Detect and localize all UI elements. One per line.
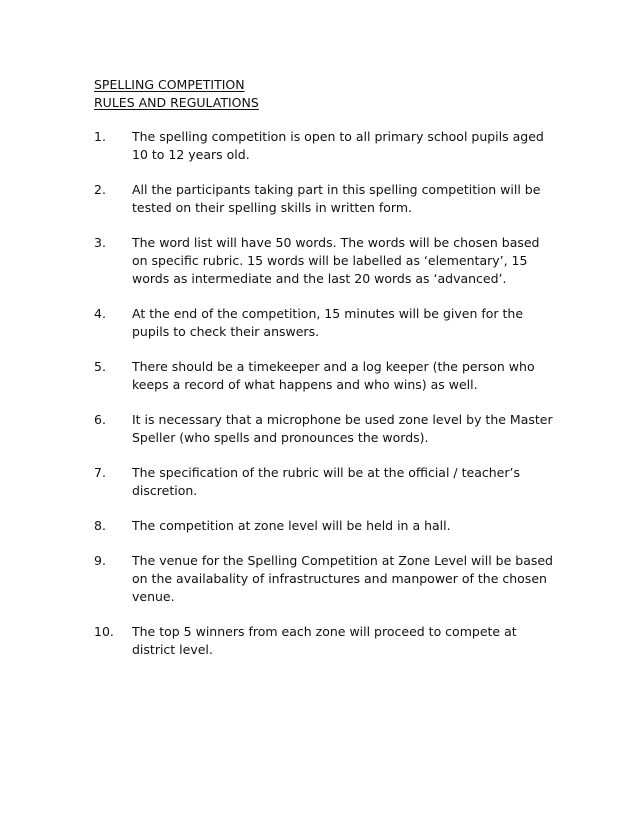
rule-item [94,128,554,164]
rule-number: 6. [94,412,106,427]
rule-text: The venue for the Spelling Competition at Zone Level will be based on the availabality of infrastructures and manpower of the chosen venue. [132,553,553,604]
rule-item [94,464,554,500]
rule-item [94,623,554,659]
rules-list [94,128,554,676]
rule-text: There should be a timekeeper and a log keeper (the person who keeps a record of what happens and who wins) as well. [132,359,535,392]
heading-subtitle: RULES AND REGULATIONS [94,95,259,110]
rule-item [94,358,554,394]
rule-item [94,517,554,535]
rule-number: 3. [94,235,106,250]
rule-text: It is necessary that a microphone be used zone level by the Master Speller (who spells and pronounces the words). [132,412,553,445]
rule-text: The spelling competition is open to all primary school pupils aged 10 to 12 years old. [132,129,544,162]
rule-number: 1. [94,129,106,144]
rule-text: The top 5 winners from each zone will proceed to compete at district level. [132,624,517,657]
rule-number: 8. [94,518,106,533]
rule-number: 5. [94,359,106,374]
rule-item [94,411,554,447]
rule-number: 7. [94,465,106,480]
rule-number: 4. [94,306,106,321]
heading-title: SPELLING COMPETITION [94,77,245,92]
rule-text: At the end of the competition, 15 minutes will be given for the pupils to check their answers. [132,306,524,339]
rule-text: The competition at zone level will be held in a hall. [132,518,451,533]
rule-text: The specification of the rubric will be at the official / teacher’s discretion. [132,465,520,498]
rule-number: 10. [94,624,114,639]
rule-number: 9. [94,553,106,568]
rule-item [94,181,554,217]
rule-text: All the participants taking part in this spelling competition will be tested on their spelling skills in written form. [132,182,541,215]
rule-item [94,552,554,606]
rule-item [94,234,554,288]
rule-number: 2. [94,182,106,197]
rule-text: The word list will have 50 words. The words will be chosen based on specific rubric. 15 words will be labelled as ‘elementary’, 15 words as intermediate and the last 20 words as ‘advanced’. [132,235,540,286]
rule-item [94,305,554,341]
document-heading [94,76,259,112]
